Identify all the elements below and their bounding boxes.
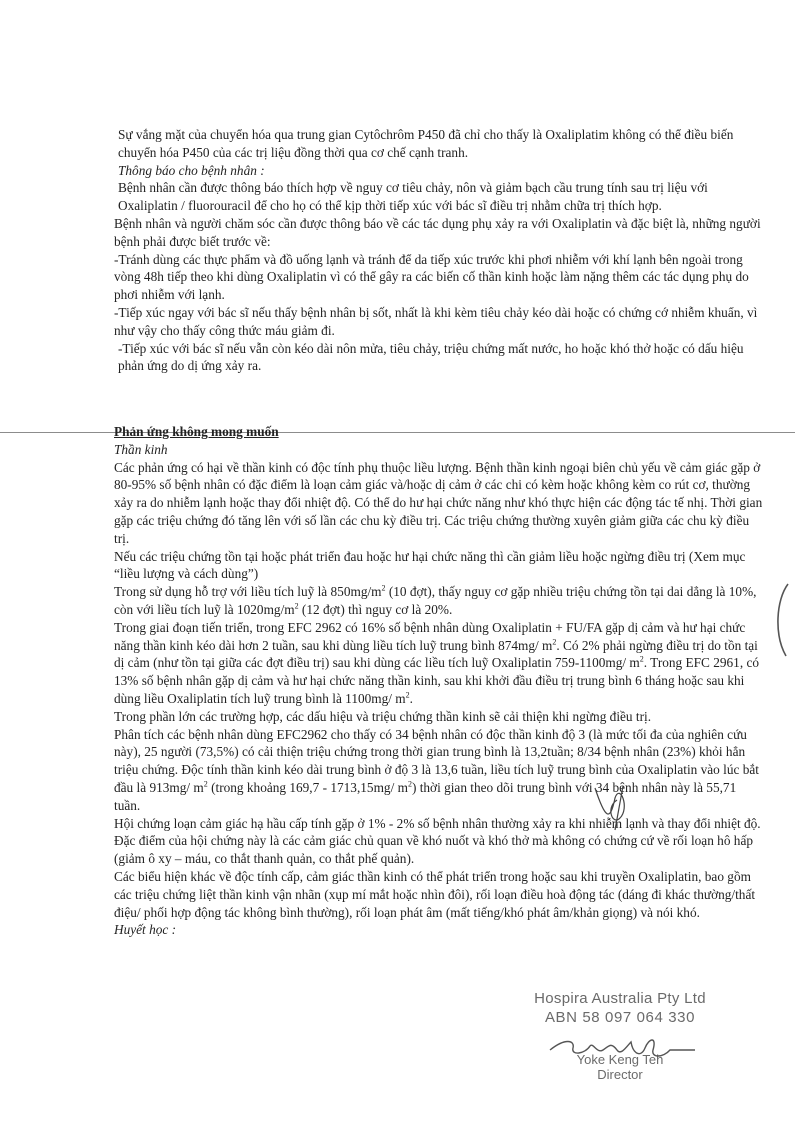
paragraph-neuro-7: Hội chứng loạn cảm giác hạ hầu cấp tính gặp ở 1% - 2% số bệnh nhân thường xảy ra khi nhiễm lạnh và thay đổi nhiệt độ. Đặc điểm của hội chứng này là các cảm giác chủ quan về khó nuốt và khó thở mà không có chứng cứ về rối loạn hô hấp (giảm ô xy – máu, co thắt thanh quản, co thắt phế quản). xyxy=(114,815,761,867)
section-subtitle-neurology: Thần kinh xyxy=(114,441,168,457)
section-subtitle-hematology: Huyết học : xyxy=(114,922,177,938)
paragraph-neuro-5: Trong phần lớn các trường hợp, các dấu hiệu và triệu chứng thần kinh sẽ cải thiện khi ngừng điều trị. xyxy=(114,708,652,724)
page-edge-mark-icon xyxy=(772,580,792,660)
paragraph-neuro-4: Trong giai đoạn tiến triển, trong EFC 2962 có 16% số bệnh nhân dùng Oxaliplatin + FU/FA gặp dị cảm và hư hại chức năng thần kinh kéo dài hơn 2 tuần, sau khi dùng liều tích luỹ trung bình 874mg/ $m^2$. Có 2% phải ngừng điều trị do tồn tại dị cảm (như tồn tại giữa các đợt điều trị) sau khi dùng các liều tích luỹ Oxaliplatin 759-1100mg/ $m^2$. Trong EFC 2961, có 13% số bệnh nhân gặp dị cảm và hư hại chức năng thần kinh, sau khi khởi đầu điều trị trung bình 6 tháng hoặc sau khi dùng liều Oxaliplatin tích luỹ trung bình là 1100mg/ $m^2$. xyxy=(114,619,760,706)
paragraph-patient-3: -Tránh dùng các thực phẩm và đồ uống lạnh và tránh để da tiếp xúc trước khi phơi nhiễm với khí lạnh bên ngoài trong vòng 48h tiếp theo khi dùng Oxaliplatin vì có thể gây ra các biến cố thần kinh hoặc làm nặng thêm các tác dụng phụ do phơi nhiễm với lạnh. xyxy=(114,251,749,303)
paragraph-intro: Sự vắng mặt của chuyển hóa qua trung gian Cytôchrôm P450 đã chỉ cho thấy là Oxaliplatim không có thể điều biến chuyển hóa P450 của các trị liệu đồng thời qua cơ chế cạnh tranh. xyxy=(118,127,734,160)
text-block-adverse xyxy=(114,423,764,939)
paragraph-patient-5: -Tiếp xúc với bác sĩ nếu vẫn còn kéo dài nôn mửa, tiêu chảy, triệu chứng mất nước, ho hoặc khó thở hoặc có dấu hiệu phản ứng do dị ứng xảy ra. xyxy=(118,340,744,374)
paragraph-patient-2: Bệnh nhân và người chăm sóc cần được thông báo về các tác dụng phụ xảy ra với Oxaliplatin và đặc biệt là, những người bệnh phải được biết trước về: xyxy=(114,215,761,249)
section-subtitle-patient-info: Thông báo cho bệnh nhân : xyxy=(118,162,265,178)
stamp-abn: ABN 58 097 064 330 xyxy=(544,1009,696,1026)
paragraph-neuro-2: Nếu các triệu chứng tồn tại hoặc phát triển đau hoặc hư hại chức năng thì cần giảm liều hoặc ngừng điều trị (Xem mục “liều lượng và cách dùng”) xyxy=(114,548,746,582)
stamp-company-name: Hospira Australia Pty Ltd xyxy=(534,990,706,1007)
paragraph-neuro-8: Các biểu hiện khác về độc tính cấp, cảm giác thần kinh có thể phát triển trong hoặc sau khi truyền Oxaliplatin, bao gồm các triệu chứng liệt thần kinh vận nhãn (xụp mí mắt hoặc nhìn đôi), rối loạn điều hoà động tác (dáng đi khác thường/thất điệu/ phối hợp động tác không bình thường), rối loạn phát âm (mất tiếng/khó phát âm/khản giọng) và nói khó. xyxy=(114,868,756,920)
stamp-signer-role: Director xyxy=(597,1067,643,1082)
signature-icon xyxy=(545,1028,705,1068)
paragraph-patient-4: -Tiếp xúc ngay với bác sĩ nếu thấy bệnh nhân bị sốt, nhất là khi kèm tiêu chảy kéo dài hoặc có chứng cớ nhiễm khuẩn, vì như vậy cho thấy công thức máu giảm đi. xyxy=(114,304,758,338)
section-heading-adverse-reactions: Phản ứng không mong muốn xyxy=(114,424,279,439)
paragraph-patient-1: Bệnh nhân cần được thông báo thích hợp về nguy cơ tiêu chảy, nôn và giảm bạch cầu trung tính sau trị liệu với Oxaliplatin / fluorouracil để cho họ có thể kịp thời tiếp xúc với bác sĩ điều trị nhằm chữa trị thích hợp. xyxy=(118,180,708,214)
text-block-top xyxy=(114,126,764,375)
handwritten-mark-icon xyxy=(575,778,645,838)
paragraph-neuro-1: Các phản ứng có hại về thần kinh có độc tính phụ thuộc liều lượng. Bệnh thần kinh ngoại biên chủ yếu về cảm giác gặp ở 80-95% số bệnh nhân có đặc điểm là loạn cảm giác và/hoặc dị cảm ở các chi có kèm hoặc không kèm co rút cơ, thường xảy ra do nhiễm lạnh hoặc thay đổi nhiệt độ. Có thể do hư hại chức năng như khó thực hiện các động tác tế nhị. Thời gian gặp các triệu chứng đó tăng lên với số lần các chu kỳ điều trị. Các triệu chứng thường xuyên giảm giữa các chu kỳ điều trị. xyxy=(114,459,763,546)
paragraph-neuro-3: Trong sử dụng hỗ trợ với liều tích luỹ là $850mg/m^2$ (10 đợt), thấy nguy cơ gặp nhiều triệu chứng tồn tại dai dẳng là 10%, còn với liều tích luỹ là $1020mg/m^2$ (12 đợt) thì nguy cơ là 20%. xyxy=(114,583,757,617)
stamp-signer-name: Yoke Keng Teh xyxy=(576,1052,664,1067)
paragraph-neuro-6: Phân tích các bệnh nhân dùng EFC2962 cho thấy có 34 bệnh nhân có độc thần kinh độ 3 (là mức tối đa của nghiên cứu này), 25 người (73,5%) có cải thiện triệu chứng trong thời gian trung bình là 13,2tuần; 8/34 bệnh nhân (23%) khỏi hẳn triệu chứng. Độc tính thần kinh kéo dài trung bình ở độ 3 là 13,6 tuần, liều tích luỹ trung bình của Oxaliplatin vào lúc bắt đầu là 913mg/ $m^2$ (trong khoảng 169,7 - 1713,15mg/ $m^2$) thời gian theo dõi trung bình với 34 bệnh nhân này là 55,71 tuần. xyxy=(114,726,759,813)
